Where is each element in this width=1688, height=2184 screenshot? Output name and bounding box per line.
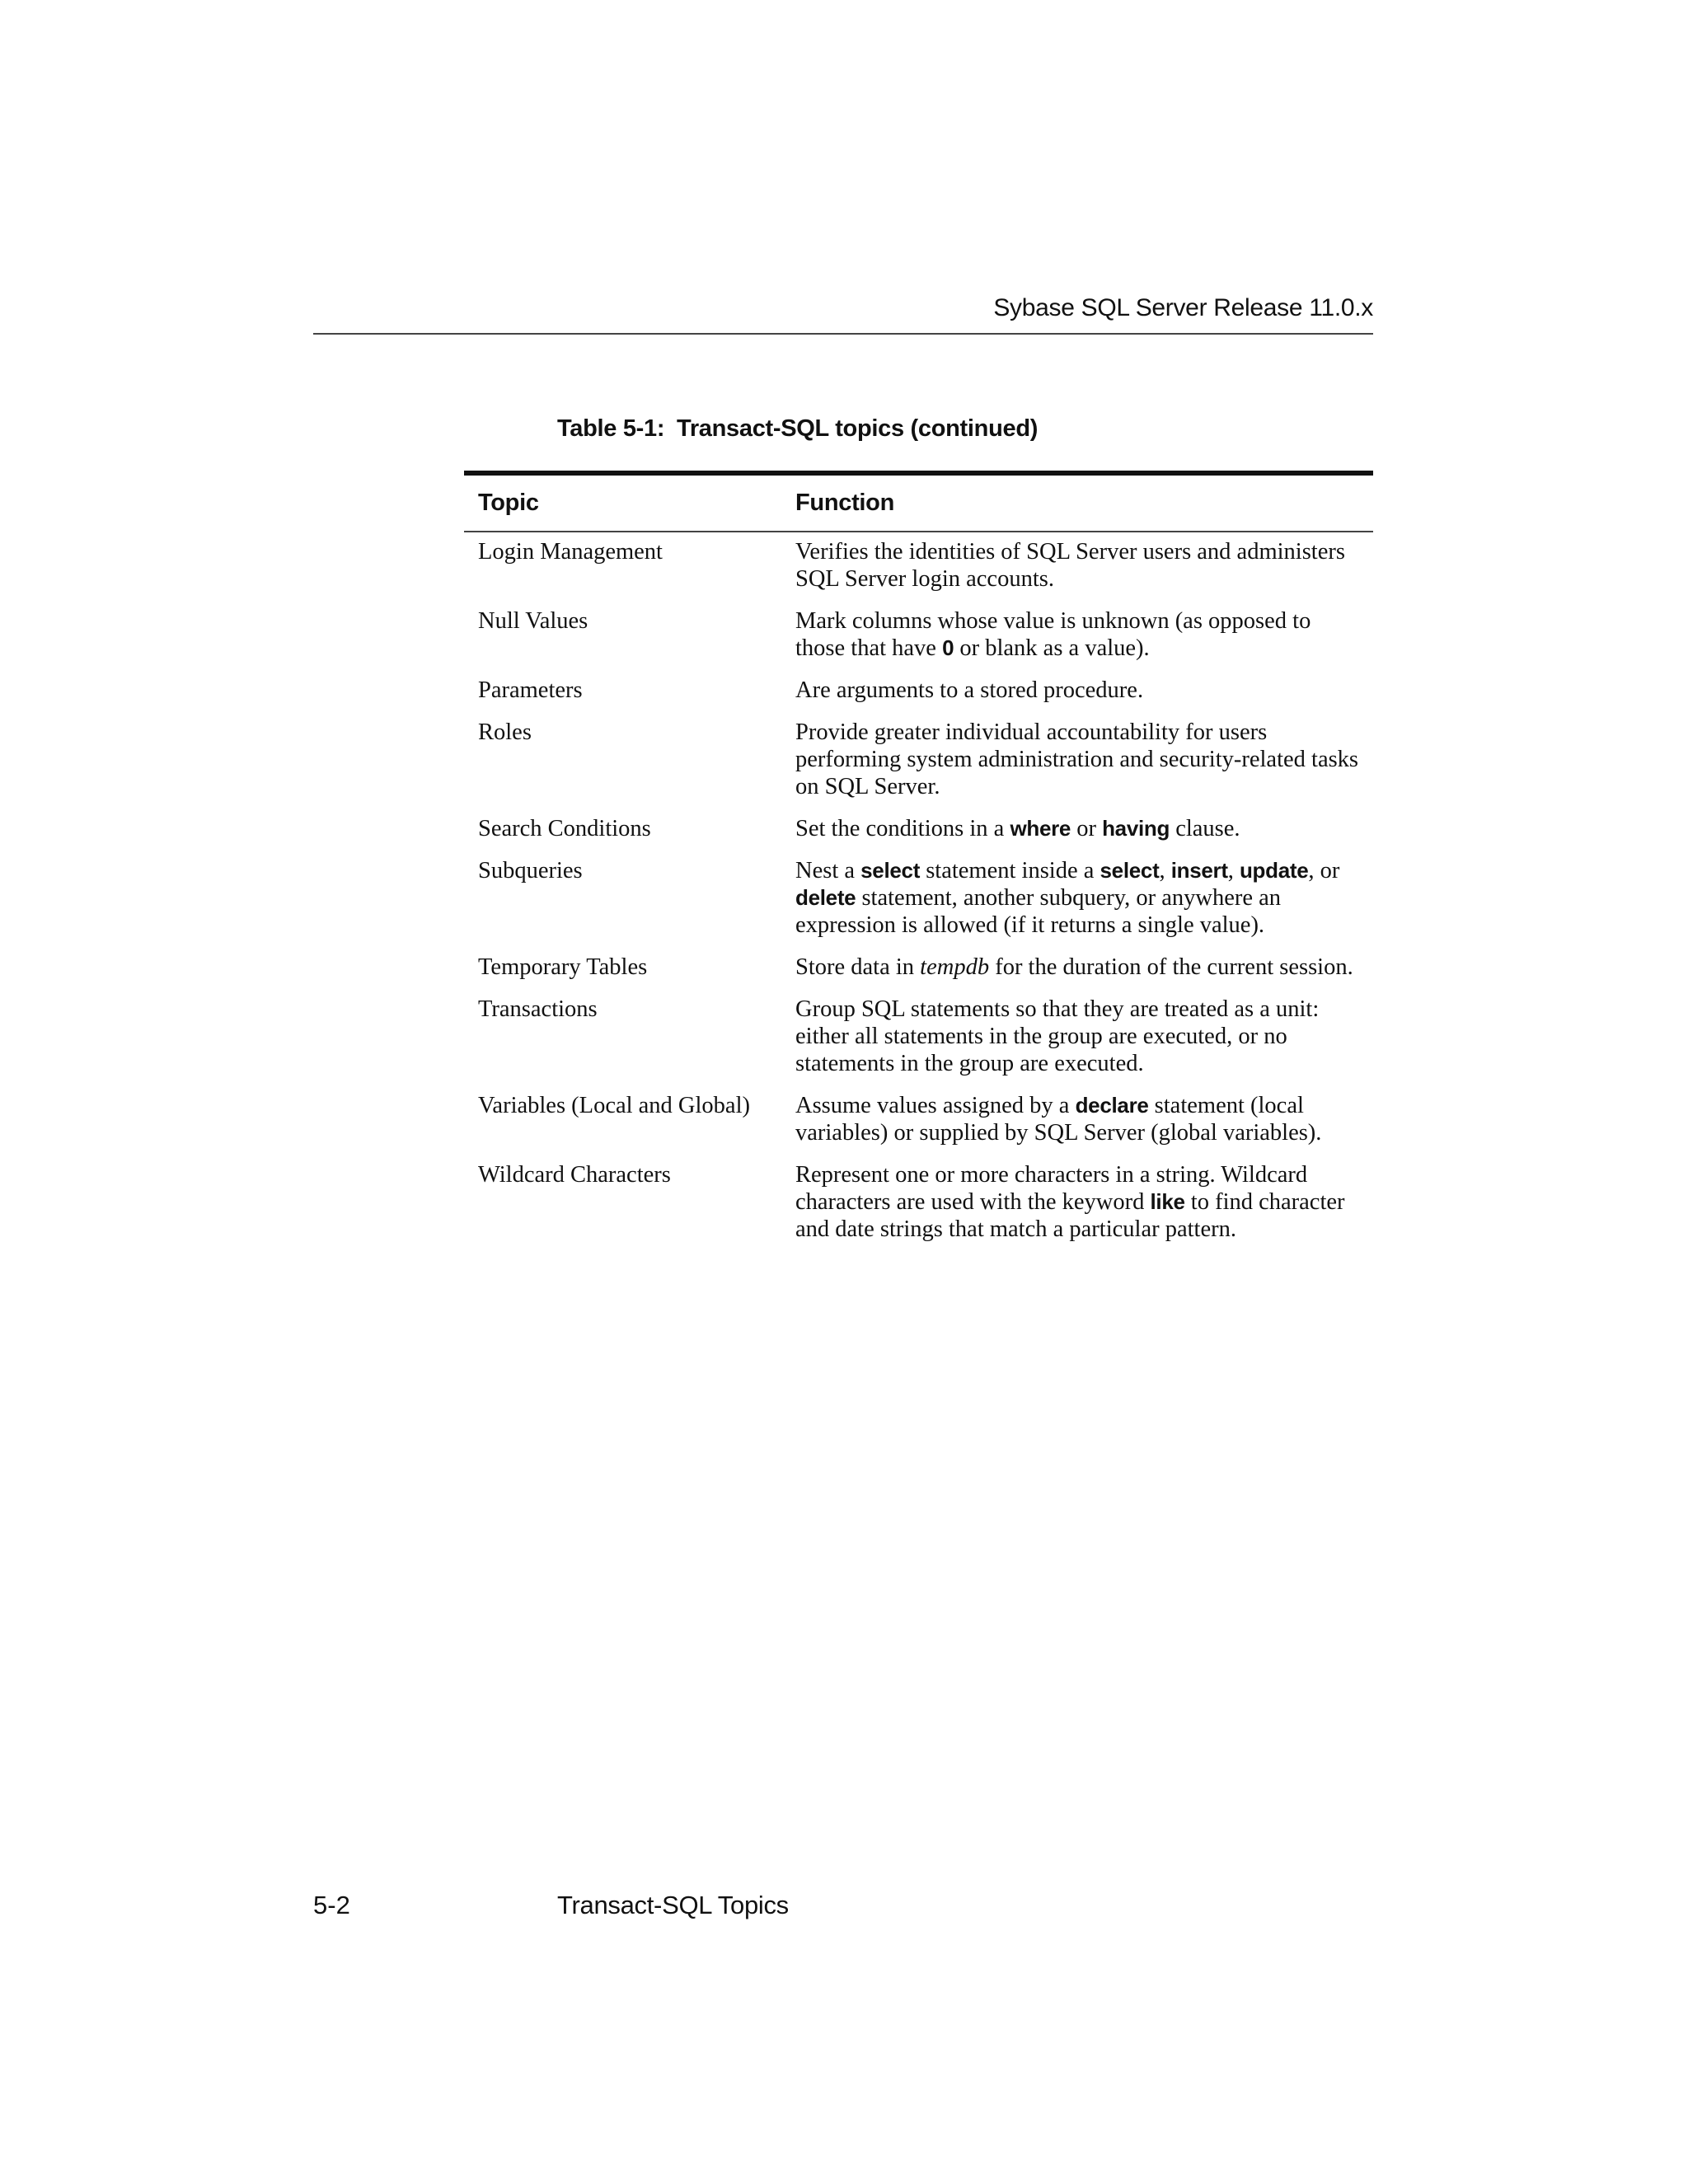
keyword-text: delete	[795, 885, 856, 910]
topic-cell: Variables (Local and Global)	[478, 1093, 750, 1118]
topic-cell: Wildcard Characters	[478, 1162, 671, 1188]
function-text: statement (local variables) or supplied by SQL Server (global variables).	[795, 1093, 1322, 1146]
function-cell	[795, 677, 1373, 719]
function-cell	[795, 996, 1373, 1092]
topic-cell: Subqueries	[478, 858, 583, 883]
table-row	[464, 954, 1373, 996]
table-caption-number: Table 5-1:	[557, 415, 665, 442]
keyword-text: update	[1239, 858, 1309, 883]
keyword-text: like	[1150, 1189, 1185, 1214]
function-text: Set the conditions in a	[795, 816, 1010, 841]
function-text: for the duration of the current session.	[989, 954, 1353, 980]
keyword-text: having	[1102, 816, 1170, 841]
topic-cell: Login Management	[478, 539, 663, 565]
topic-cell: Search Conditions	[478, 816, 651, 841]
function-text: , or	[1308, 858, 1340, 883]
function-text: Nest a	[795, 858, 861, 883]
table-row	[464, 532, 1373, 607]
function-text: Provide greater individual accountability for users performing system administration and security-related tasks on SQL Server.	[795, 719, 1359, 799]
topic-cell: Transactions	[478, 996, 598, 1022]
table-row	[464, 719, 1373, 815]
column-header-function: Function	[795, 473, 1373, 532]
function-cell	[795, 857, 1373, 954]
table-row	[464, 1092, 1373, 1161]
topic-cell: Roles	[478, 719, 532, 745]
table-row	[464, 996, 1373, 1092]
function-text: ,	[1159, 858, 1171, 883]
function-cell	[795, 954, 1373, 996]
function-text: Verifies the identities of SQL Server users and administers SQL Server login accounts.	[795, 539, 1345, 592]
table-header-row	[464, 473, 1373, 532]
table-caption	[557, 412, 1038, 445]
function-text: statement, another subquery, or anywhere an expression is allowed (if it returns a single value).	[795, 885, 1282, 938]
table-row	[464, 815, 1373, 857]
function-cell	[795, 1161, 1373, 1258]
keyword-text: select	[1100, 858, 1160, 883]
topic-cell: Parameters	[478, 677, 583, 703]
function-text: or blank as a value).	[954, 635, 1150, 661]
table-row	[464, 677, 1373, 719]
function-text: statement inside a	[920, 858, 1100, 883]
keyword-text: select	[860, 858, 921, 883]
table-body	[464, 532, 1373, 1258]
function-cell	[795, 1092, 1373, 1161]
keyword-text: 0	[942, 635, 954, 660]
table-caption-title: Transact-SQL topics (continued)	[677, 415, 1039, 442]
function-text: or	[1071, 816, 1103, 841]
keyword-text: insert	[1170, 858, 1228, 883]
function-text: Are arguments to a stored procedure.	[795, 677, 1144, 703]
function-text: Mark columns whose value is unknown (as opposed to those that have	[795, 608, 1311, 661]
table-row	[464, 857, 1373, 954]
function-cell	[795, 607, 1373, 677]
function-cell	[795, 719, 1373, 815]
running-header-title: Sybase SQL Server Release 11.0.x	[993, 294, 1373, 321]
table-row	[464, 1161, 1373, 1258]
function-text: to find character and date strings that match a particular pattern.	[795, 1189, 1345, 1242]
keyword-text: declare	[1075, 1093, 1149, 1118]
function-text: Group SQL statements so that they are treated as a unit: either all statements in the group are executed, or no statements in the group are executed.	[795, 996, 1320, 1076]
function-text: clause.	[1170, 816, 1240, 841]
footer-page-number: 5-2	[313, 1891, 350, 1919]
function-text: ,	[1227, 858, 1240, 883]
topic-cell: Null Values	[478, 608, 588, 634]
running-header	[313, 290, 1373, 335]
function-text: Assume values assigned by a	[795, 1093, 1076, 1118]
function-text: Store data in	[795, 954, 921, 980]
keyword-text: where	[1010, 816, 1071, 841]
column-header-topic: Topic	[464, 473, 795, 532]
italic-text: tempdb	[920, 954, 990, 980]
topic-cell: Temporary Tables	[478, 954, 648, 980]
table-row	[464, 607, 1373, 677]
footer-section-title: Transact-SQL Topics	[557, 1891, 789, 1919]
function-text: Represent one or more characters in a string. Wildcard characters are used with the keyword	[795, 1162, 1308, 1215]
topics-table	[464, 471, 1373, 1258]
function-cell	[795, 815, 1373, 857]
function-cell	[795, 532, 1373, 607]
